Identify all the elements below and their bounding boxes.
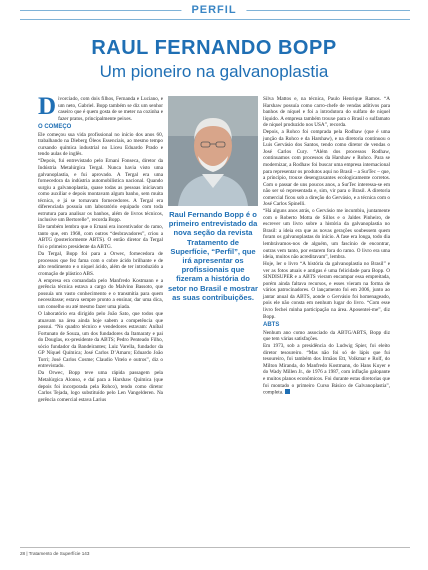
pull-quote: Raul Fernando Bopp é o primeiro entrevistado da nova seção da revista Tratamento de Superfície, “Perfil”, que irá apresentar os profissionais que fizeram a história do setor no Brasil e mostrar as suas contribuições. <box>168 210 258 302</box>
end-mark-icon <box>285 389 290 394</box>
section-heading: O COMEÇO <box>38 124 72 131</box>
paragraph: Silva Mattos e, na técnica, Paulo Henrique Ramos. “A Harshaw possuía como carro-chefe de vendas aditivos para banhos de níquel e foi a introdutora do sulfato de níquel líquido. A empresa também trouxe para o Brasil o sulfamato de níquel produzido nos USA”, recorda. <box>263 96 390 129</box>
article-title: RAUL FERNANDO BOPP <box>91 37 337 59</box>
article-subtitle: Um pioneiro na galvanoplastia <box>99 62 329 81</box>
left-column <box>38 93 163 404</box>
page-footer: 28 | Tratamento de Superfície 143 <box>20 551 90 556</box>
closing-text: Em 1973, sob a presidência do Ludwig Spier, foi eleito diretor tesoureiro. “Mas não foi só de lápis que fui tesoureiro, foi também dos Irmãos Ett, Volkmar e Rolf, do Milton Miranda, do Manfredo Kostmann, do Hans Kuyer e do Wady Millen Jr., de 1976 a 1987, com inflação galopante e muitos planos econômicos. Foi durante estas diretorias que foi montado o primeiro Curso Básico de Galvanoplastia”, completa. <box>263 343 390 396</box>
paragraph: Hoje, ler o livro “A história da galvanoplastia no Brasil” e ver as fotos atuais e antigas é uma felicidade para Bopp. O SINDISUPER e a ABTS vieram encampar essa empreitada, porém ainda faltava recursos, e esses vieram na forma de vários patrocinadores. O lançamento foi em 2006, junto ao jantar anual da ABTS, aonde o Gervásio foi homenageado, pois ele não consta em nenhum lugar do livro. “Com esse livro fechei minha participação na área. Aposentei-me”, diz Bopp. <box>263 261 390 320</box>
paragraph: “Há alguns anos atrás, o Gervásio me incumbiu, juntamente com o Roberto Motta de Sillos e o Jaldes Pinheiro, de escrever um livro sobre a história da galvanoplastia no Brasil: a ideia era que as novas gerações soubessem quem foram os galvanoplastas do início. A fase era longa, todo dia lembrávamos-nos de alguém, um fascínio de encontrar, outras vem tanto, por estarem fora do ramo. O livro era uma ideia, muitos não acreditavam”, lembra. <box>263 208 390 261</box>
drop-cap: D <box>38 93 57 120</box>
paragraph: Ele começou sua vida profissional no início dos anos 60, trabalhando na Dieberg Óleos Essenciais, ao mesmo tempo cursando química industrial no Liceu Eduardo Prado e tendo aulas de inglês. <box>38 131 163 158</box>
paragraph: Depois, a Rohco foi comprada pela Rodhaw (que é uma junção da Rohco e da Harshaw), e na diretoria continuou o Luis Gervásio dos Santos, tendo como diretor de vendas o José Carlos Cury. “Além dos processos Rodhaw, continuamos com processos da Harshaw e Rohco. Para se modernizar, a Rodhaw foi buscar uma empresa internacional para representar os produtos aqui no Brasil – a SurTec – que, a princípio, trouxe desengraxantes ecologicamente corretos. Com o passar de uns poucos anos, a SurTec interessa-se em não ser só representada e, sim, vir para o Brasil. A diretoria comercial ficou sob a direção do Gervásio, e a técnica com o José Carlos Spinelli. <box>263 129 390 208</box>
portrait-photo <box>168 96 258 206</box>
paragraph: Ele também lembra que o Ernani era incentivador do ramo, tanto que, em 1968, com outros “desbravadores”, criou a ABTG (posteriormente ABTS). O então diretor da Tergal foi o primeiro presidente da ABTG. <box>38 224 163 251</box>
paragraph: A empresa era comandada pelo Manfredo Kostmann e a gerência técnica estava a cargo do Malvino Bassoto, que possuía um vasto conhecimento e o transmitia para quem necessitasse; estava sempre pronto a ensinar, dar uma dica, um conselho ou até mesmo fazer uma piada. <box>38 277 163 310</box>
paragraph: Da Tergal, Bopp foi para a Orwec, fornecedora de processos que fez fama com o cobre ácido brilhante e de alto rendimento e o níquel ácido, além de ter introduzido a cromação de plástico ABS. <box>38 251 163 277</box>
paragraph: “Depois, fui entrevistado pelo Ernani Fonseca, diretor da Indústria Metalúrgica Tergal. Nunca havia visto uma galvanoplastia, e fui aprovado. A Tergal era uma fornecedora da indústria automobilística nacional. Quando surgiu a galvanoplastia, quase todas as pessoas iniciavam como auxiliar e depois montavam algum banho, sem muita técnica, e já se tornavam fornecedores. A Tergal era diferenciada possuía um laboratório equipado com toda estrutura para analisar os banhos, além de livros técnicos, inclusive um Bertorelle”, recorda Bopp. <box>38 158 163 224</box>
paragraph: Nenhum ano como associado da ABTG/ABTS, Bopp diz que tem várias satisfações. <box>263 329 390 343</box>
section-label: PERFIL <box>181 4 246 16</box>
section-heading: ABTS <box>263 322 280 329</box>
portrait-illustration <box>168 96 258 206</box>
intro-paragraph <box>38 93 163 122</box>
intro-text: ivorciado, com dois filhos, Fernanda e Luciano, e um neto, Gabriel. Bopp também se diz um senhor caseiro que é quem gosta de se meter na cozinha e fazer pratos, principalmente peixes. <box>58 96 163 122</box>
right-column <box>263 96 390 397</box>
paragraph <box>263 343 390 396</box>
paragraph: O laboratório era dirigido pelo João Sato, que todos que atuavam na área ainda hoje sabem a competência que possui. “No quadro técnico e vendedores estavam: Aníbal Fortunato de Souza, um dos fundadores da Itamaraty e pai do Douglas, ex-presidente da ABTS; Pedro Penteado Filho, sócio fundador da Bandeirantes; Luiz Varella, fundador da GP Níquel Química; José Carlos D’Amaro; Eduardo João Torri; José Carlos Cosme; Claudio Vitelo e outros”, diz o entrevistado. <box>38 311 163 370</box>
paragraph: Da Orwec, Bopp teve uma rápida passagem pela Metalúrgica Alonso, e daí para a Harshaw Química (que depois foi incorporada pela Rohco), tendo como diretor Carlos Tejada, logo substituído pelo Len Vangelderen. Na gerência comercial estava Larius <box>38 370 163 403</box>
footer-rule <box>20 547 410 548</box>
